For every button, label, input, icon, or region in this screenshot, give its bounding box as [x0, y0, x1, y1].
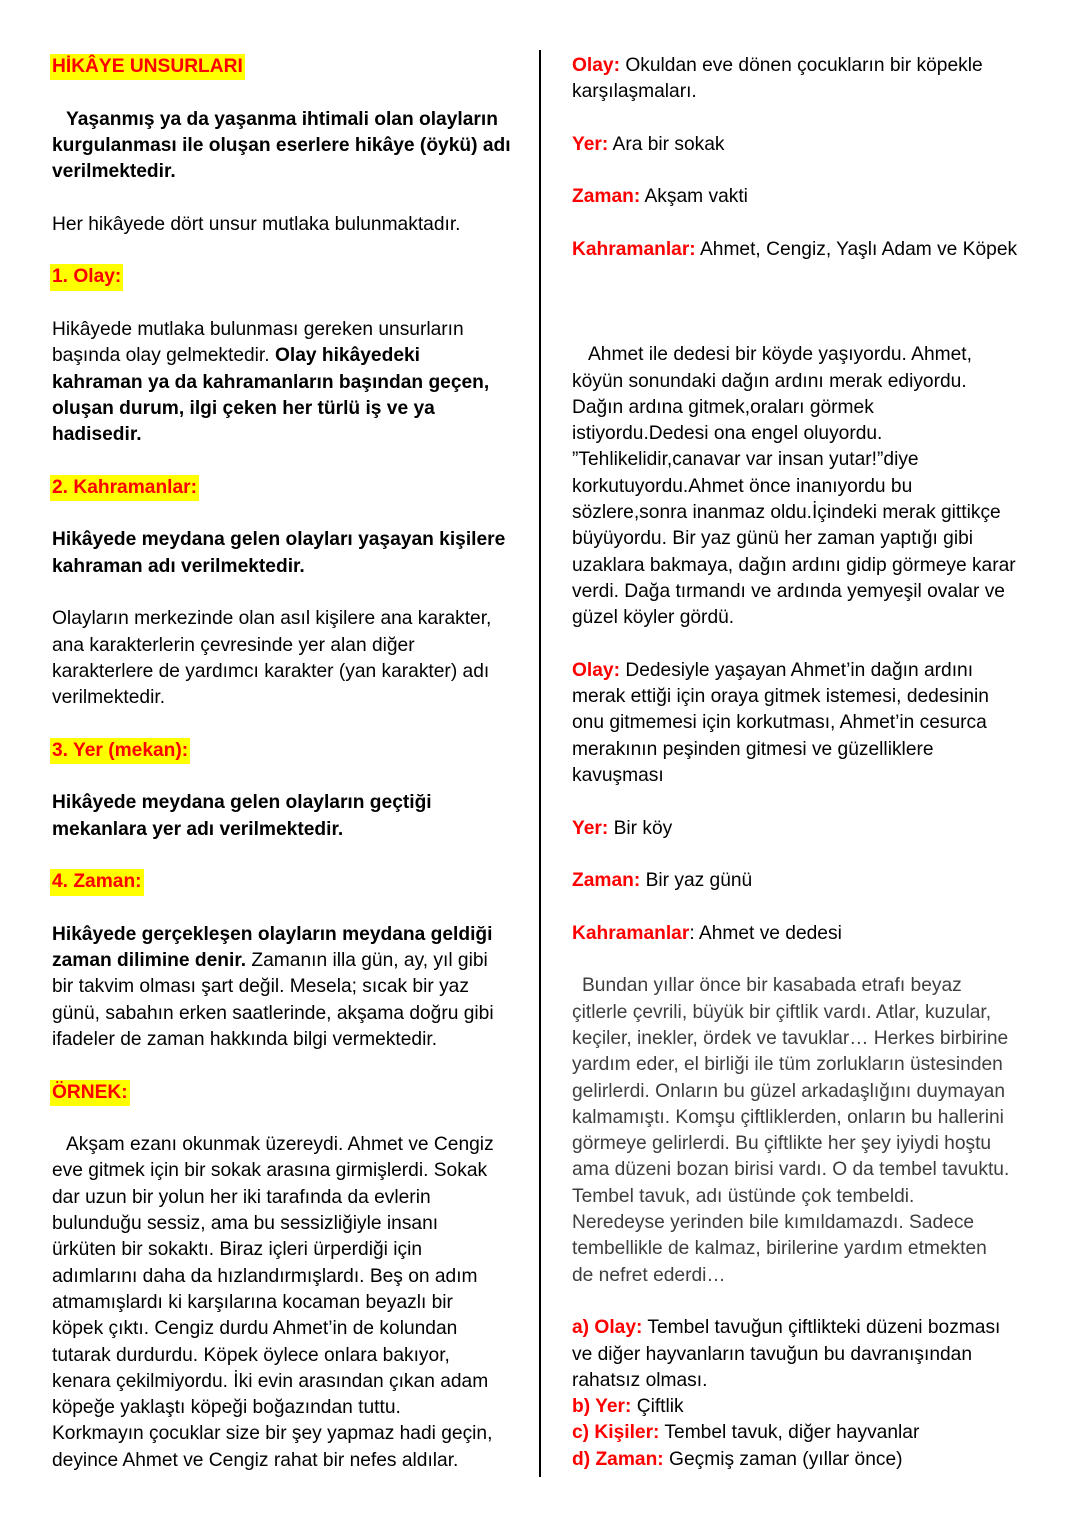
section-heading: 3. Yer (mekan): [50, 738, 190, 764]
story-3 [572, 973, 1052, 1289]
section-heading: 4. Zaman: [50, 869, 144, 895]
text-line: kenara çekilmiyordu. İki evin arasından çıkan adam [52, 1370, 489, 1392]
text-line: köpek çıktı. Cengiz durdu Ahmet’in de kolundan [52, 1318, 458, 1340]
text-line: karşılaşmaları. [572, 81, 697, 103]
text-line: merak ettiği için oraya gitmek istemesi, dedesinin [572, 686, 989, 708]
text-line: tutarak durdurdu. Köpek öylece onlara bakıyor, [52, 1344, 450, 1366]
text-line [572, 53, 1052, 79]
field-value: Bir yaz günü [640, 870, 753, 892]
intro-note: Her hikâyede dört unsur mutlaka bulunmaktadır. [52, 213, 461, 235]
field-label: c) Kişiler: [572, 1422, 660, 1444]
section-heading: 1. Olay: [50, 264, 123, 290]
text-line [52, 948, 532, 974]
text-line: verilmektedir. [52, 161, 176, 183]
text-line: çitlerle çevrili, büyük bir çiftlik vardı. Atlar, kuzular, [572, 1001, 992, 1023]
field-label: Yer: [572, 133, 609, 155]
field-label: Kahramanlar: [572, 239, 696, 261]
text-line: günü, sabahın erken saatlerinde, akşama doğru gibi [52, 1002, 494, 1024]
text-line: sözlere,sonra inanmaz oldu.İçindeki merak gittikçe [572, 502, 1001, 524]
bold-segment: Olay hikâyedeki [274, 345, 420, 367]
text-line: merakının peşinden gitmesi ve güzelliklere [572, 738, 934, 760]
right-column [572, 53, 1052, 1473]
page-title: HİKÂYE UNSURLARI [50, 54, 245, 80]
text-line: verdi. Dağa tırmandı ve ardında yemyeşil ovalar ve [572, 580, 1005, 602]
field-value: Ahmet, Cengiz, Yaşlı Adam ve Köpek [695, 239, 1018, 261]
place-definition [52, 790, 532, 843]
text-line: Bundan yıllar önce bir kasabada etrafı beyaz [582, 975, 962, 997]
text-line [572, 658, 1052, 684]
event-paragraph [52, 317, 532, 448]
time-heading-line [52, 869, 532, 895]
example-heading-line [52, 1080, 532, 1106]
text-line: hadisedir. [52, 424, 142, 446]
characters-detail [52, 606, 532, 711]
text-line: keçiler, inekler, ördek ve tavuklar… Herkes birbirine [572, 1027, 1009, 1049]
field-label: Kahramanlar [572, 922, 690, 944]
left-column [52, 54, 532, 1474]
field-label: Olay: [572, 55, 620, 76]
text-line: korkutuyordu.Ahmet önce inanıyordu bu [572, 475, 913, 497]
analysis-2-characters [572, 921, 1052, 947]
page-title-line [52, 54, 532, 80]
text-line: Hikâyede meydana gelen olayları yaşayan kişilere [52, 529, 506, 551]
text-segment: Zamanın illa gün, ay, yıl gibi [246, 950, 488, 972]
text-line [52, 343, 532, 369]
text-line: Olayların merkezinde olan asıl kişilere ana karakter, [52, 608, 492, 630]
field-label: Zaman: [572, 186, 641, 208]
field-value: Tembel tavuk, diğer hayvanlar [659, 1422, 920, 1444]
text-line: istiyordu.Dedesi ona engel oluyordu. [572, 423, 883, 445]
field-label: d) Zaman: [572, 1448, 664, 1470]
text-line: Hikâyede mutlaka bulunması gereken unsurların [52, 318, 464, 340]
example-story [52, 1132, 532, 1474]
text-line: karakterlere de yardımcı karakter (yan karakter) adı [52, 660, 490, 682]
text-line: Dağın ardına gitmek,oraları görmek [572, 396, 874, 418]
analysis-1-event [572, 53, 1052, 106]
text-line: Yaşanmış ya da yaşanma ihtimali olan olayların [66, 108, 498, 130]
text-line: deyince Ahmet ve Cengiz rahat bir nefes aldılar. [52, 1449, 459, 1471]
text-line: eve gitmek için bir sokak arasına girmişlerdi. Sokak [52, 1160, 488, 1182]
text-line: uzaklara bakmaya, dağın ardını gidip görmeye karar [572, 554, 1016, 576]
text-line: Hikâyede gerçekleşen olayların meydana geldiği [52, 923, 493, 945]
analysis-2-place [572, 816, 1052, 842]
field-value: Okuldan eve dönen çocukların bir köpekle [620, 55, 983, 76]
field-value: : Ahmet ve dedesi [689, 922, 842, 944]
characters-heading-line [52, 475, 532, 501]
analysis-3-time [572, 1447, 1052, 1473]
text-line: mekanlara yer adı verilmektedir. [52, 818, 344, 840]
text-line: Korkmayın çocuklar size bir şey yapmaz hadi geçin, [52, 1423, 493, 1445]
text-line: köpeğe yaklaştı köpeği boğazından tuttu. [52, 1397, 401, 1419]
field-label: Yer: [572, 817, 609, 839]
text-line: ve diğer hayvanların tavuğun bu davranışından [572, 1343, 973, 1365]
text-line: ürküten bir sokaktı. Biraz içleri ürperdiği için [52, 1239, 423, 1261]
text-line: güzel köyler gördü. [572, 607, 735, 629]
text-line: Tembel tavuk, adı üstünde çok tembeldi. [572, 1185, 915, 1207]
text-line [572, 1315, 1052, 1341]
text-line: verilmektedir. [52, 687, 166, 709]
text-line: Hikâyede meydana gelen olayların geçtiği [52, 792, 432, 814]
text-line: kahraman adı verilmektedir. [52, 555, 305, 577]
field-label: b) Yer: [572, 1396, 632, 1418]
text-line: onu gitmemesi için korkutması, Ahmet’in cesurca [572, 712, 987, 734]
analysis-3-place [572, 1394, 1052, 1420]
bold-segment: zaman dilimine denir. [52, 950, 247, 972]
story-2 [572, 342, 1052, 631]
field-label: a) Olay: [572, 1317, 643, 1339]
text-line: bir takvim olması şart değil. Mesela; sıcak bir yaz [52, 976, 469, 998]
field-label: Zaman: [572, 870, 641, 892]
field-value: Geçmiş zaman (yıllar önce) [663, 1448, 903, 1470]
analysis-3 [572, 1315, 1052, 1473]
analysis-1-time [572, 184, 1052, 210]
characters-definition [52, 527, 532, 580]
time-paragraph [52, 922, 532, 1053]
text-line: ana karakterlerin çevresinde yer alan diğer [52, 634, 415, 656]
section-heading: ÖRNEK: [50, 1080, 130, 1106]
text-line: köyün sonundaki dağın ardını merak ediyordu. [572, 370, 967, 392]
text-line: büyüyordu. Bir yaz günü her zaman yaptığı gibi [572, 528, 974, 550]
text-line: görmeye gelirlerdi. Bu çiftlikte her şey iyiydi hoştu [572, 1133, 992, 1155]
text-line: adımlarını daha da hızlandırmışlardı. Beş on adım [52, 1265, 478, 1287]
text-line: kavuşması [572, 765, 664, 787]
column-divider [539, 50, 541, 1477]
text-line: de nefret ederdi… [572, 1264, 726, 1286]
analysis-1-place [572, 132, 1052, 158]
text-line: Ahmet ile dedesi bir köyde yaşıyordu. Ahmet, [588, 344, 972, 366]
field-value: Tembel tavuğun çiftlikteki düzeni bozması [642, 1317, 1001, 1339]
text-line: bulunduğu sessiz, ama bu sessizliğiyle insanı [52, 1213, 439, 1235]
text-line: gelirlerdi. Onların bu güzel arkadaşlığını duymayan [572, 1080, 1006, 1102]
text-line: Akşam ezanı okunmak üzereydi. Ahmet ve Cengiz [66, 1134, 494, 1156]
text-line: rahatsız olması. [572, 1369, 708, 1391]
text-segment: başında olay gelmektedir. [52, 345, 275, 367]
field-label: Olay: [572, 659, 620, 681]
place-heading-line [52, 738, 532, 764]
analysis-2-time [572, 868, 1052, 894]
text-line: ”Tehlikelidir,canavar var insan yutar!”diye [572, 449, 919, 471]
field-value: Ara bir sokak [608, 133, 725, 155]
analysis-2-event [572, 658, 1052, 789]
text-line: atmamışlardı ki karşılarına kocaman beyazlı bir [52, 1291, 453, 1313]
text-line: kahraman ya da kahramanların başından geçen, [52, 371, 490, 393]
text-line: kurgulanması ile oluşan eserlere hikâye (öykü) adı [52, 134, 511, 156]
text-line: Neredeyse yerinden bile kımıldamazdı. Sadece [572, 1212, 975, 1234]
text-line: ama düzeni bozan birisi vardı. O da tembel tavuktu. [572, 1159, 1010, 1181]
field-value: Dedesiyle yaşayan Ahmet’in dağın ardını [620, 659, 974, 681]
text-line: ifadeler de zaman hakkında bilgi vermektedir. [52, 1028, 438, 1050]
definition-paragraph [52, 107, 532, 186]
field-value: Çiftlik [631, 1396, 684, 1418]
text-line: dar uzun bir yolun her iki tarafında da evlerin [52, 1186, 431, 1208]
text-line: oluşan durum, ilgi çeken her türlü iş ve ya [52, 397, 435, 419]
analysis-1-characters [572, 237, 1052, 263]
field-value: Akşam vakti [640, 186, 748, 208]
text-line: yardım eder, el birliği ile tüm zorlukların üstesinden [572, 1054, 1003, 1076]
text-line: tembellikle de kalmaz, birilerine yardım etmekten [572, 1238, 987, 1260]
field-value: Bir köy [608, 817, 673, 839]
analysis-3-characters [572, 1420, 1052, 1446]
event-heading-line [52, 264, 532, 290]
text-line: kalmamıştı. Komşu çiftliklerden, onların bu hallerini [572, 1106, 1004, 1128]
section-heading: 2. Kahramanlar: [50, 475, 199, 501]
